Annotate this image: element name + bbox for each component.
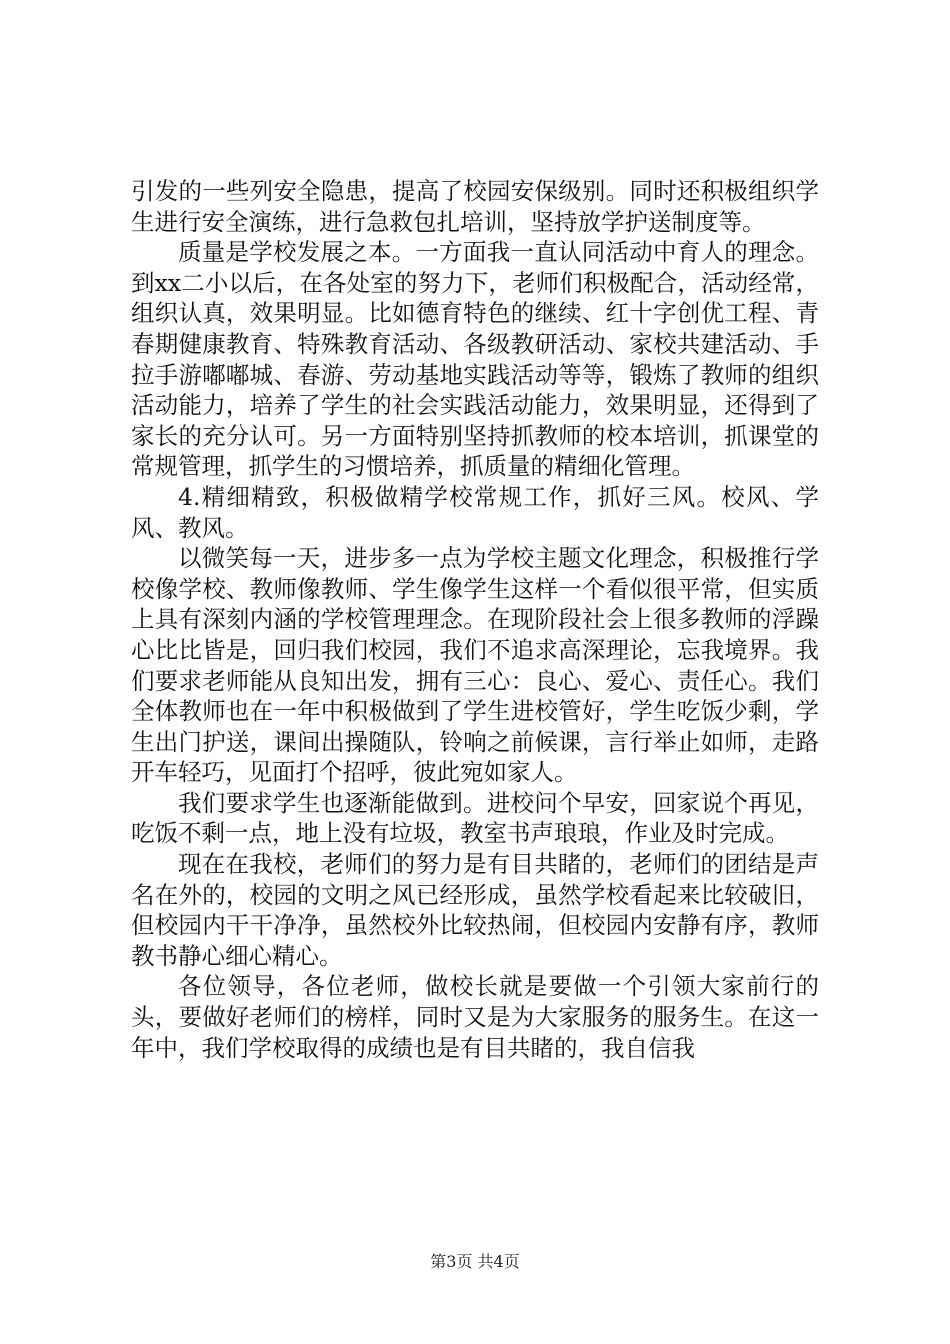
paragraph-section-4: 4.精细精致，积极做精学校常规工作，抓好三风。校风、学风、教风。 — [131, 482, 819, 542]
paragraph-leaders-address: 各位领导，各位老师，做校长就是要做一个引领大家前行的头，要做好老师们的榜样，同时又是为大家服务的服务生。在这一年中，我们学校取得的成绩也是有目共睹的，我自信我 — [131, 972, 819, 1062]
page-footer: 第3页 共4页 — [430, 1252, 520, 1271]
paragraph-student-requirements: 我们要求学生也逐渐能做到。进校问个早安，回家说个再见，吃饭不剩一点，地上没有垃圾，教室书声琅琅，作业及时完成。 — [131, 788, 819, 848]
paragraph-quality: 质量是学校发展之本。一方面我一直认同活动中育人的理念。到xx二小以后，在各处室的努力下，老师们积极配合，活动经常，组织认真，效果明显。比如德育特色的继续、红十字创优工程、青春期健康教育、特殊教育活动、各级教研活动、家校共建活动、手拉手游嘟嘟城、春游、劳动基地实践活动等等，锻炼了教师的组织活动能力，培养了学生的社会实践活动能力，效果明显，还得到了家长的充分认可。另一方面特别坚持抓教师的校本培训，抓课堂的常规管理，抓学生的习惯培养，抓质量的精细化管理。 — [131, 238, 819, 481]
paragraph-school-culture: 以微笑每一天，进步多一点为学校主题文化理念，积极推行学校像学校、教师像教师、学生像学生这样一个看似很平常，但实质上具有深刻内涵的学校管理理念。在现阶段社会上很多教师的浮躁心比比皆是，回归我们校园，我们不追求高深理论，忘我境界。我们要求老师能从良知出发，拥有三心：良心、爱心、责任心。我们全体教师也在一年中积极做到了学生进校管好，学生吃饭少剩，学生出门护送，课间出操随队，铃响之前候课，言行举止如师，走路开车轻巧，见面打个招呼，彼此宛如家人。 — [131, 544, 819, 787]
paragraph-current-status: 现在在我校，老师们的努力是有目共睹的，老师们的团结是声名在外的，校园的文明之风已经形成，虽然学校看起来比较破旧，但校园内干干净净，虽然校外比较热闹，但校园内安静有序，教师教书静心细心精心。 — [131, 850, 819, 970]
paragraph-continuation: 引发的一些列安全隐患，提高了校园安保级别。同时还积极组织学生进行安全演练，进行急救包扎培训，坚持放学护送制度等。 — [131, 177, 819, 236]
body-text — [131, 176, 819, 1063]
